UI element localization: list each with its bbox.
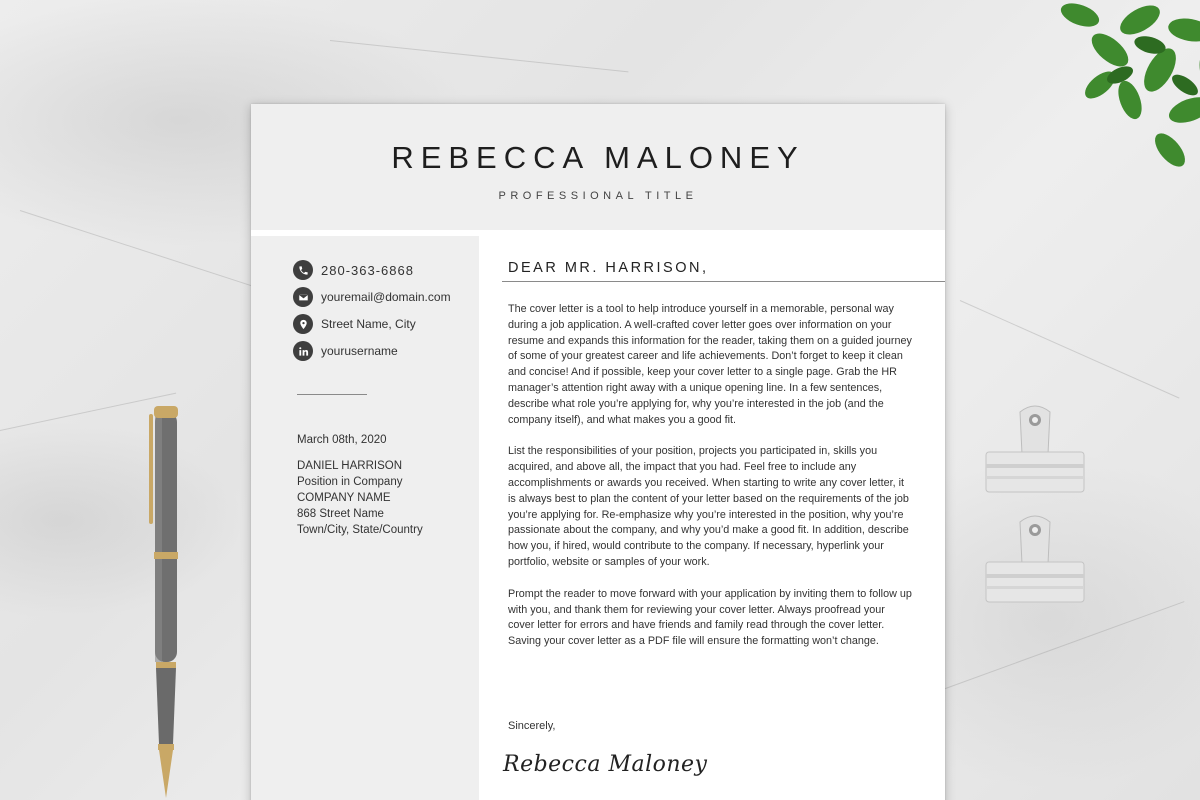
- recipient-street: 868 Street Name: [297, 508, 384, 520]
- recipient-name: DANIEL HARRISON: [297, 460, 403, 472]
- salutation-underline: [502, 281, 945, 282]
- phone-number: 280-363-6868: [321, 262, 414, 278]
- phone-icon: [293, 260, 313, 280]
- letter-closing: Sincerely,: [508, 720, 556, 732]
- contact-sidebar: [251, 236, 479, 800]
- pen-decoration: [140, 404, 190, 800]
- cover-letter-page: [251, 104, 945, 800]
- recipient-position: Position in Company: [297, 476, 403, 488]
- marble-vein: [960, 300, 1180, 399]
- linkedin-icon: [293, 341, 313, 361]
- email-icon: [293, 287, 313, 307]
- marble-vein: [20, 210, 268, 291]
- contact-phone-row: [293, 260, 414, 280]
- applicant-name: REBECCA MALONEY: [391, 140, 805, 175]
- marble-vein: [330, 40, 628, 72]
- binder-clip-decoration: [982, 404, 1088, 496]
- salutation: DEAR MR. HARRISON,: [508, 260, 709, 276]
- recipient-block: [297, 458, 423, 538]
- sidebar-divider: [297, 394, 367, 395]
- signature: Rebecca Maloney: [503, 752, 708, 777]
- contact-linkedin-row: [293, 341, 398, 361]
- header-band: [251, 104, 945, 230]
- email-address: youremail@domain.com: [321, 290, 451, 304]
- contact-address-row: [293, 314, 416, 334]
- letter-paragraph: The cover letter is a tool to help introduce yourself in a memorable, personal way during a job application. A well-crafted cover letter goes over information on your resume and expands this information for the reader, taking them on a guided journey of some of your greatest career and life achievements. Don’t forget to keep it clean and concise! And if possible, keep your cover letter to a single page. Grab the HR manager’s attention right away with a unique opening line. In a few sentences, describe what role you’re applying for, why you’re interested in the job (and the company itself), and what makes you a good fit.: [508, 303, 912, 426]
- letter-body: [508, 302, 912, 666]
- linkedin-username: yourusername: [321, 344, 398, 358]
- marble-vein: [940, 601, 1185, 691]
- location-pin-icon: [293, 314, 313, 334]
- recipient-city: Town/City, State/Country: [297, 524, 423, 536]
- letter-salutation-area: [508, 260, 908, 280]
- plant-decoration: [990, 0, 1200, 190]
- letter-paragraph: Prompt the reader to move forward with your application by inviting them to follow up with you, and thank them for reviewing your cover letter. Always proofread your cover letter for errors and have friends and family read through the cover letter. Saving your cover letter as a PDF file will ensure the formatting won’t change.: [508, 587, 912, 648]
- professional-title: PROFESSIONAL TITLE: [498, 190, 698, 202]
- letter-paragraph: List the responsibilities of your position, projects you participated in, skills you acquired, and above all, the impact that you had. Feel free to include any accomplishments or awards you received. When starting to write any cover letter, it is always best to plan the content of your letter based on the requirements of the job you’re applying for. Re-emphasize why you’re interested in the position, why you’re passionate about the company, and why you’d make a good fit. In addition, describe how you, if hired, would contribute to the company. If necessary, hyperlink your portfolio, website or samples of your work.: [508, 445, 909, 568]
- letter-date: March 08th, 2020: [297, 434, 387, 446]
- binder-clip-decoration: [982, 514, 1088, 606]
- street-address: Street Name, City: [321, 317, 416, 331]
- contact-email-row: [293, 287, 451, 307]
- recipient-company: COMPANY NAME: [297, 492, 391, 504]
